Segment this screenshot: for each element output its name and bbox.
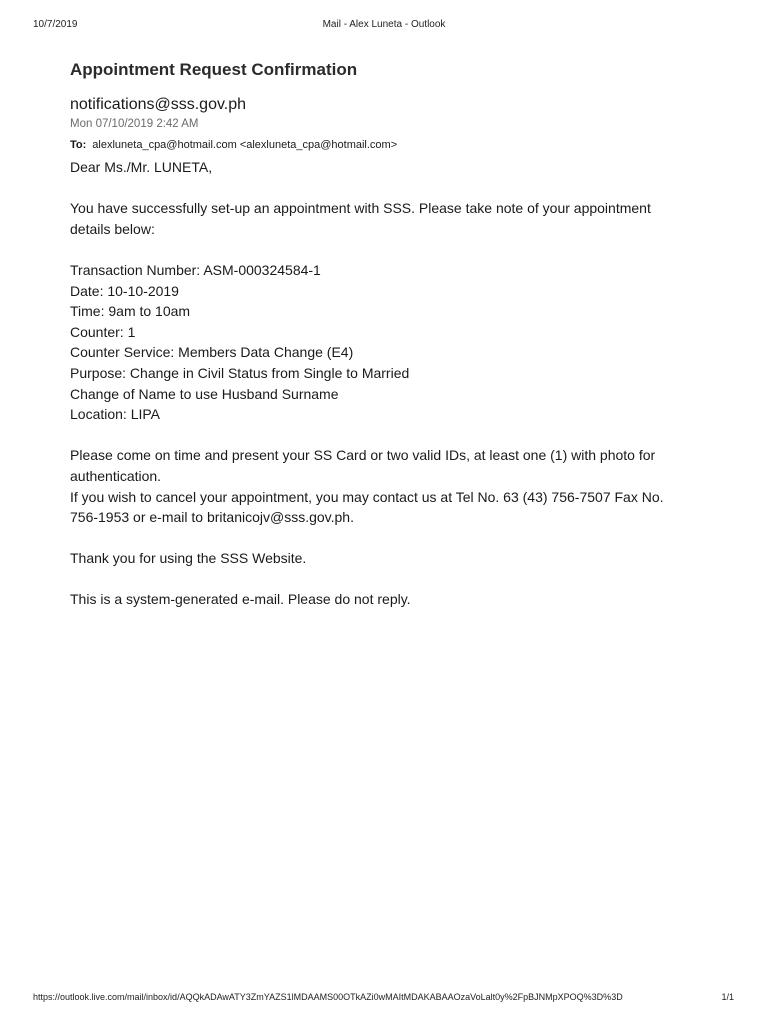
intro-line: You have successfully set-up an appointment with SSS. Please take note of your appointment: [70, 200, 651, 217]
page-number: 1/1: [721, 992, 734, 1002]
print-url: https://outlook.live.com/mail/inbox/id/AQQkADAwATY3ZmYAZS1lMDAAMS00OTkAZi0wMAItMDAKABAAOzaVoLalt0y%2FpBJNMpXPOQ%3D%3D: [33, 992, 623, 1002]
cancel-line: 756-1953 or e-mail to britanicojv@sss.gov.ph.: [70, 509, 354, 526]
detail-counter: Counter: 1: [70, 323, 136, 340]
email-sender[interactable]: notifications@sss.gov.ph: [70, 96, 247, 113]
email-message: [70, 58, 720, 610]
detail-purpose: Purpose: Change in Civil Status from Single to Married: [70, 364, 410, 381]
email-recipients: [70, 137, 720, 153]
intro-line: details below:: [70, 220, 155, 237]
detail-transaction-number: Transaction Number: ASM-000324584-1: [70, 261, 321, 278]
email-subject: Appointment Request Confirmation: [70, 60, 358, 79]
to-label: To:: [70, 139, 87, 151]
print-date: 10/7/2019: [33, 19, 78, 30]
email-sent-date: Mon 07/10/2019 2:42 AM: [70, 118, 199, 130]
notice-line: authentication.: [70, 467, 162, 484]
detail-date: Date: 10-10-2019: [70, 282, 179, 299]
print-title: Mail - Alex Luneta - Outlook: [322, 19, 446, 30]
to-address[interactable]: alexluneta_cpa@hotmail.com <alexluneta_cpa@hotmail.com>: [92, 139, 398, 151]
detail-time: Time: 9am to 10am: [70, 303, 191, 320]
detail-counter-service: Counter Service: Members Data Change (E4): [70, 344, 354, 361]
print-footer: [0, 992, 768, 1006]
notice-line: Please come on time and present your SS Card or two valid IDs, at least one (1) with photo for: [70, 447, 656, 464]
detail-purpose-continued: Change of Name to use Husband Surname: [70, 385, 339, 402]
detail-location: Location: LIPA: [70, 406, 161, 423]
system-note: This is a system-generated e-mail. Please do not reply.: [70, 591, 411, 608]
email-body: [70, 157, 720, 610]
thanks-line: Thank you for using the SSS Website.: [70, 550, 307, 567]
cancel-line: If you wish to cancel your appointment, you may contact us at Tel No. 63 (43) 756-7507 Fax No.: [70, 488, 664, 505]
print-header: [0, 19, 768, 33]
greeting: Dear Ms./Mr. LUNETA,: [70, 159, 213, 175]
